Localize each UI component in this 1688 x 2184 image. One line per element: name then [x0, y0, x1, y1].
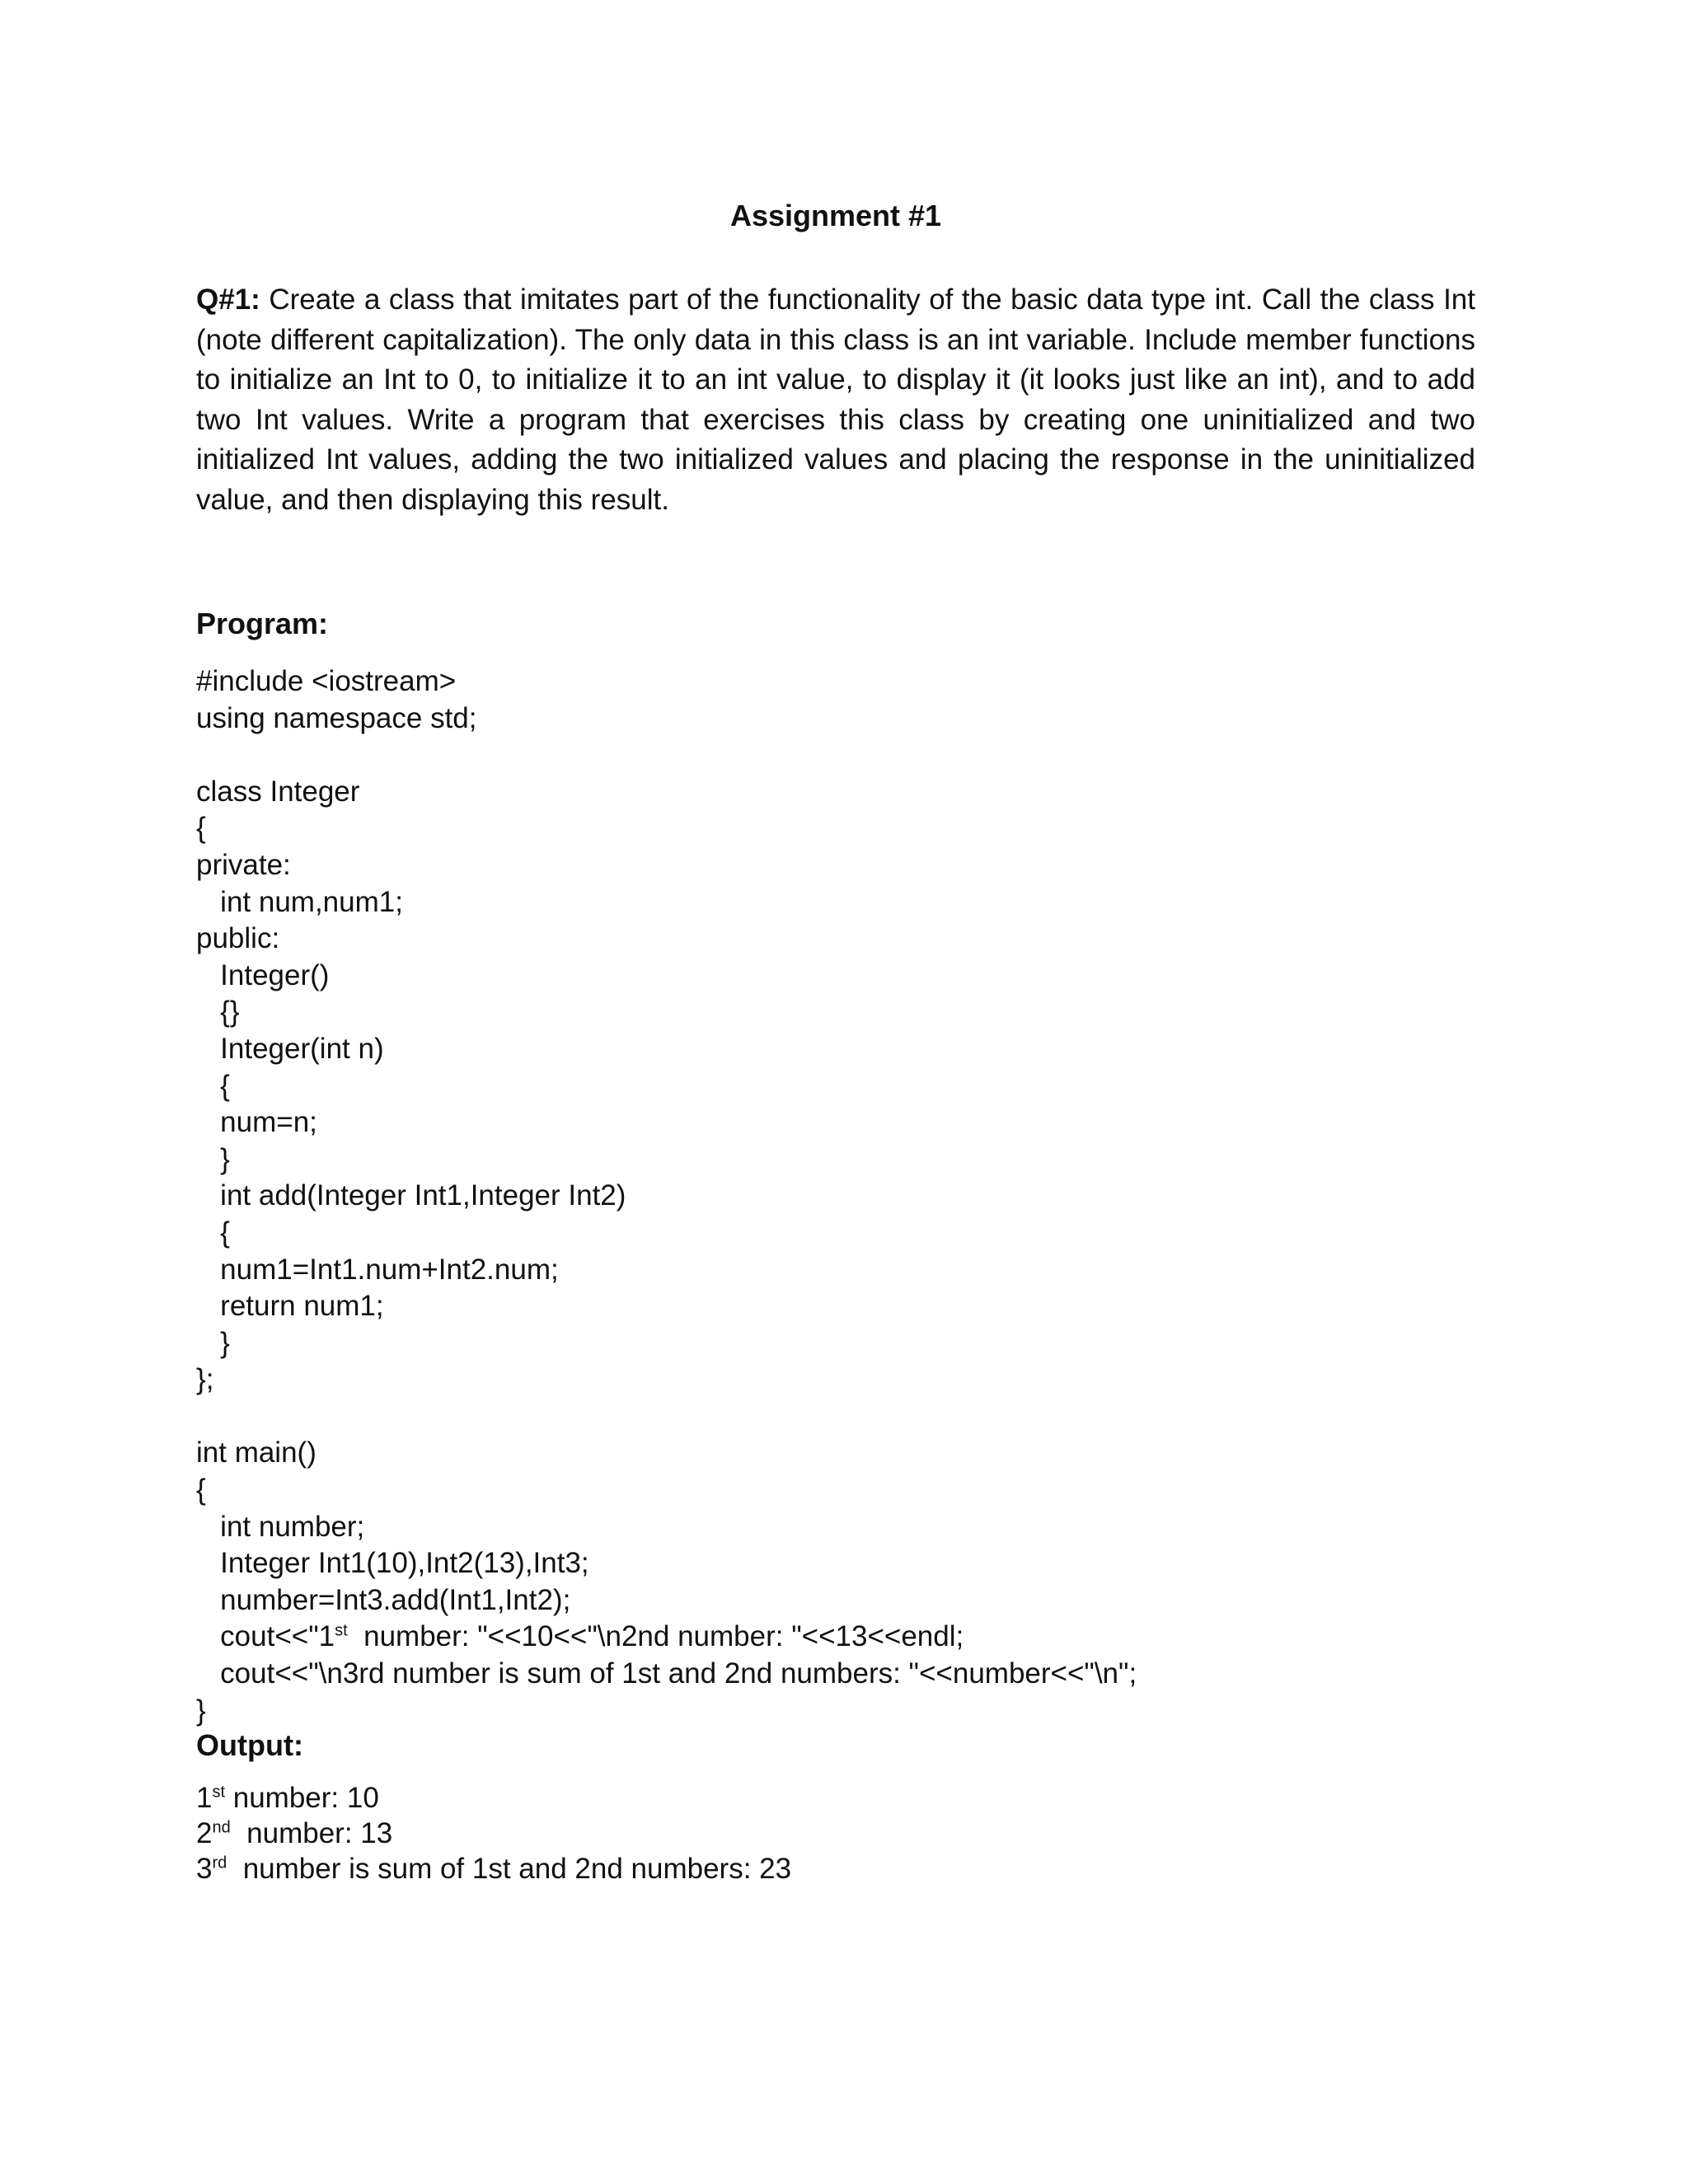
code-line — [196, 1399, 1475, 1436]
code-line: }; — [196, 1363, 214, 1396]
code-line: int num,num1; — [196, 885, 403, 918]
code-line: { — [196, 1069, 230, 1102]
code-line: #include <iostream> — [196, 665, 457, 697]
document-page — [196, 198, 1475, 1886]
question-label: Q#1: — [196, 284, 260, 316]
program-heading: Program: — [196, 607, 329, 640]
code-line: int main() — [196, 1436, 316, 1469]
code-line: return num1; — [196, 1290, 384, 1323]
code-line-cout-first — [196, 1619, 1475, 1656]
code-line: { — [196, 1216, 230, 1249]
code-line: { — [196, 812, 206, 845]
ordinal-suffix: st — [335, 1621, 348, 1640]
page-title: Assignment #1 — [729, 199, 942, 232]
code-line: { — [196, 1474, 206, 1507]
question-text: Create a class that imitates part of the functionality of the basic data type int. Call the class Int (note different capitalization). The only data in this class is an int variable. Include member functions to initialize an Int to 0, to initialize it to an int value, to display it (it looks just like an int), and to add two Int values. Write a program that exercises this class by creating one uninitialized and two initialized Int values, adding the two initialized values and placing the response in the uninitialized value, and then displaying this result. — [196, 284, 1475, 516]
question-paragraph — [196, 280, 1475, 520]
code-line-post: number: "<<10<<"\n2nd number: "<<13<<endl; — [347, 1620, 964, 1653]
code-line: public: — [196, 922, 280, 955]
code-line: int add(Integer Int1,Integer Int2) — [196, 1179, 626, 1212]
code-line: number=Int3.add(Int1,Int2); — [196, 1583, 571, 1616]
output-text: number: 10 — [225, 1782, 379, 1815]
output-line — [196, 1780, 1475, 1816]
code-line: Integer Int1(10),Int2(13),Int3; — [196, 1547, 589, 1580]
program-code — [196, 663, 1475, 1729]
output-number: 2 — [196, 1817, 213, 1850]
code-line: } — [196, 1142, 230, 1175]
output-line — [196, 1851, 1475, 1886]
ordinal-suffix: st — [212, 1783, 226, 1802]
code-line: Integer(int n) — [196, 1032, 384, 1065]
code-line: Integer() — [196, 958, 330, 991]
program-output — [196, 1780, 1475, 1886]
output-text: number: 13 — [230, 1817, 393, 1850]
ordinal-suffix: nd — [212, 1818, 231, 1837]
code-line — [196, 737, 1475, 774]
output-number: 3 — [196, 1853, 213, 1886]
code-line-pre: cout<<"1 — [196, 1620, 335, 1653]
code-line: class Integer — [196, 775, 360, 808]
ordinal-suffix: rd — [212, 1854, 227, 1872]
code-line: cout<<"\n3rd number is sum of 1st and 2nd numbers: "<<number<<"\n"; — [196, 1657, 1137, 1690]
code-line: using namespace std; — [196, 701, 477, 734]
output-line — [196, 1816, 1475, 1851]
code-line: private: — [196, 848, 291, 881]
output-heading: Output: — [196, 1728, 303, 1763]
code-line: int number; — [196, 1510, 365, 1543]
code-line: num=n; — [196, 1106, 317, 1139]
output-text: number is sum of 1st and 2nd numbers: 23 — [227, 1853, 792, 1886]
code-line: } — [196, 1694, 206, 1727]
code-line: num1=Int1.num+Int2.num; — [196, 1253, 559, 1286]
code-line: } — [196, 1326, 230, 1359]
output-number: 1 — [196, 1782, 213, 1815]
code-line: {} — [196, 996, 240, 1029]
